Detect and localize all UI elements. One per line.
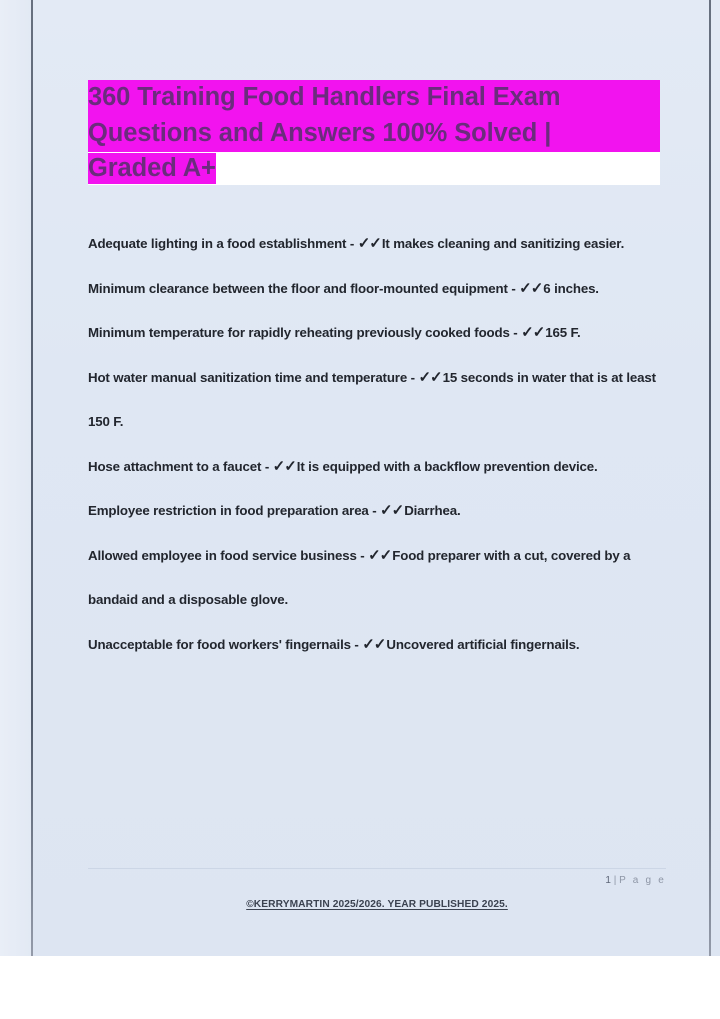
qa-question: Employee restriction in food preparation area - <box>88 503 381 518</box>
qa-line <box>88 222 666 267</box>
double-check-icon: ✓✓ <box>362 635 386 653</box>
qa-line <box>88 534 666 623</box>
qa-answer: Diarrhea. <box>404 503 461 518</box>
page-number-indicator <box>88 874 666 888</box>
qa-answer: 15 seconds in water that is at least 150 F. <box>88 369 656 429</box>
title-line-3-text: Graded A+ <box>88 154 216 182</box>
qa-answer: Food preparer with a cut, covered by a bandaid and a disposable glove. <box>88 547 631 607</box>
qa-question: Allowed employee in food service business - <box>88 547 369 563</box>
qa-answer: 6 inches. <box>543 280 599 296</box>
title-line-1 <box>88 80 660 116</box>
double-check-icon: ✓✓ <box>380 502 404 519</box>
double-check-icon: ✓✓ <box>519 279 543 297</box>
qa-line <box>88 267 666 312</box>
document-title <box>88 80 660 185</box>
copyright-wrapper <box>88 894 666 912</box>
double-check-icon: ✓✓ <box>272 457 296 475</box>
qa-line <box>88 623 666 668</box>
qa-answer: Uncovered artificial fingernails. <box>386 636 580 652</box>
qa-question: Adequate lighting in a food establishment - <box>88 236 358 251</box>
qa-question: Hot water manual sanitization time and temperature - <box>88 369 419 385</box>
qa-line <box>88 445 666 490</box>
qa-line <box>88 489 666 534</box>
qa-answer: 165 F. <box>545 325 581 340</box>
page-left-margin-rule <box>31 0 33 956</box>
title-line-2 <box>88 116 660 152</box>
qa-answer: It is equipped with a backflow prevention device. <box>296 458 598 474</box>
copyright-notice: ©KERRYMARTIN 2025/2026. YEAR PUBLISHED 2025. <box>246 899 508 910</box>
qa-question: Unacceptable for food workers' fingernails - <box>88 636 363 652</box>
qa-question: Hose attachment to a faucet - <box>88 458 273 474</box>
double-check-icon: ✓✓ <box>521 324 545 341</box>
title-line-2-text: Questions and Answers 100% Solved | <box>88 116 660 152</box>
page-right-margin-rule <box>709 0 711 956</box>
page-number-separator: | <box>613 875 617 886</box>
page-number-value: 1 <box>605 875 611 886</box>
page-number-label: P a g e <box>619 875 666 886</box>
title-line-1-text: 360 Training Food Handlers Final Exam <box>88 80 660 116</box>
qa-question: Minimum clearance between the floor and floor-mounted equipment - <box>88 280 520 296</box>
double-check-icon: ✓✓ <box>368 546 392 564</box>
qa-line <box>88 311 666 356</box>
title-line-3 <box>88 152 660 185</box>
double-check-icon: ✓✓ <box>418 368 442 386</box>
qa-question: Minimum temperature for rapidly reheating previously cooked foods - <box>88 325 522 340</box>
qa-list <box>88 222 666 667</box>
page-footer <box>88 868 666 912</box>
qa-line <box>88 356 666 445</box>
footer-divider <box>88 868 666 869</box>
double-check-icon: ✓✓ <box>357 235 381 252</box>
qa-answer: It makes cleaning and sanitizing easier. <box>381 236 625 251</box>
